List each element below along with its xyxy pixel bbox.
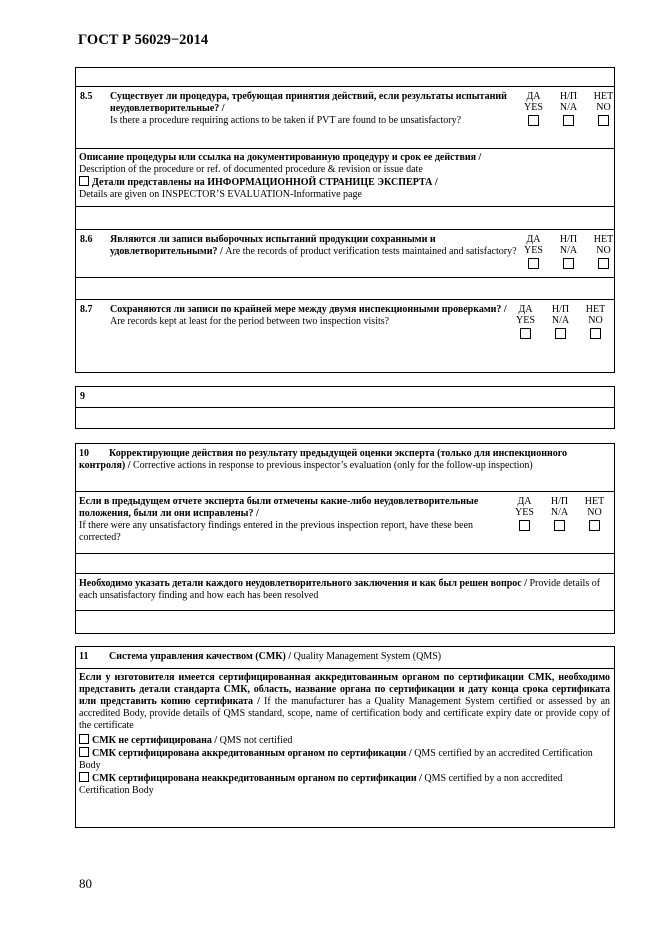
blank-row (76, 610, 614, 631)
blank-row (76, 553, 614, 573)
na-checkbox[interactable] (563, 115, 574, 126)
question-number: 8.5 (80, 91, 93, 102)
no-label-en: NO (588, 315, 603, 326)
qms-paragraph (76, 669, 614, 734)
question-text-en: Are the records of product verification tests maintained and satisfactory? (225, 246, 517, 257)
section-number: 10 (79, 448, 89, 459)
description-text-ru: Описание процедуры или ссылка на документированную процедуру и срок ее действия / (79, 152, 482, 163)
page-number: 80 (79, 876, 92, 891)
na-checkbox[interactable] (563, 258, 574, 269)
yes-checkbox[interactable] (519, 520, 530, 531)
qms-accredited-checkbox[interactable] (79, 747, 89, 757)
details-text-en: Provide details of each unsatisfactory finding and how each has been resolved (79, 578, 601, 601)
na-label-en: N/A (550, 507, 569, 518)
section-title-en: Quality Management System (QMS) (293, 651, 442, 662)
option-text-en: QMS certified by an accredited Certification Body (79, 748, 593, 771)
question-text-en: Are records kept at least for the period between two inspection visits? (110, 316, 390, 327)
no-label-ru: НЕТ (593, 91, 614, 102)
question-8-5 (76, 86, 614, 148)
na-label-ru: Н/П (550, 496, 569, 507)
qms-text-en: If the manufacturer has a Quality Management System certified or assessed by an accredited Body, provide details of QMS standard, scope, name of certification body and certificate expiry date or provide copy of the certificate (79, 696, 611, 731)
no-checkbox[interactable] (598, 258, 609, 269)
procedure-description (76, 148, 614, 206)
option-text-ru: СМК сертифицирована аккредитованным органом по сертификации / (92, 748, 412, 759)
question-text-en: If there were any unsatisfactory findings entered in the previous inspection report, have these been corrected? (79, 520, 474, 543)
na-checkbox[interactable] (555, 328, 566, 339)
yes-label-ru: ДА (517, 496, 532, 507)
blank-row (76, 206, 614, 229)
no-label-en: NO (596, 102, 611, 113)
na-label-ru: Н/П (559, 234, 578, 245)
no-checkbox[interactable] (598, 115, 609, 126)
blank-row (76, 407, 614, 428)
answer-options (518, 234, 619, 269)
no-checkbox[interactable] (590, 328, 601, 339)
section-9-heading (76, 387, 614, 407)
yes-label-en: YES (515, 507, 534, 518)
section-number: 9 (80, 391, 85, 402)
yes-checkbox[interactable] (528, 258, 539, 269)
section-10-table (75, 443, 615, 634)
question-text-ru: Являются ли записи выборочных испытаний продукции сохранными и удовлетворительными? / (110, 234, 436, 257)
no-label-en: NO (596, 245, 611, 256)
yes-checkbox[interactable] (528, 115, 539, 126)
question-8-7 (76, 299, 614, 369)
section-9-table (75, 386, 615, 429)
option-text-ru: СМК сертифицирована неаккредитованным органом по сертификации / (92, 773, 422, 784)
answer-options (510, 304, 611, 339)
question-10-corrections (76, 491, 614, 553)
option-text-en: QMS certified by a non accredited Certification Body (79, 773, 563, 796)
yes-label-ru: ДА (526, 91, 541, 102)
answer-options (518, 91, 619, 127)
yes-label-ru: ДА (526, 234, 541, 245)
details-text-ru: Необходимо указать детали каждого неудовлетворительного заключения и как был решен вопрос / (79, 578, 527, 589)
section-10-heading (76, 444, 614, 491)
yes-label-en: YES (524, 245, 543, 256)
na-checkbox[interactable] (554, 520, 565, 531)
question-text-ru: Существует ли процедура, требующая принятия действий, если результаты испытаний неудовлетворительные? / (110, 91, 507, 114)
details-checkbox[interactable] (79, 176, 89, 186)
section-11-table (75, 646, 615, 828)
na-label-en: N/A (559, 245, 578, 256)
no-checkbox[interactable] (589, 520, 600, 531)
question-text-ru: Сохраняются ли записи по крайней мере между двумя инспекционными проверками? / (110, 304, 507, 315)
document-header: ГОСТ Р 56029−2014 (78, 32, 209, 48)
option-text-en: QMS not certified (219, 735, 293, 746)
na-label-en: N/A (559, 102, 578, 113)
no-label-ru: НЕТ (584, 496, 605, 507)
no-label-ru: НЕТ (585, 304, 606, 315)
blank-row (76, 277, 614, 299)
question-text-ru: Если в предыдущем отчете эксперта были отмечены какие-либо неудовлетворительные положения, были ли они исправлены? / (79, 496, 479, 519)
yes-label-en: YES (524, 102, 543, 113)
section-title-en: Corrective actions in response to previous inspector’s evaluation (only for the follow-up inspection) (132, 460, 533, 471)
na-label-en: N/A (551, 315, 570, 326)
question-text-en: Is there a procedure requiring actions to be taken if PVT are found to be unsatisfactory? (110, 115, 462, 126)
qms-text-ru: Если у изготовителя имеется сертифицированная аккредитованным органом по сертификации СМК, необходимо представить детали стандарта СМК, область, название органа по сертификации и дату конца срока сертификата или представить копию сертификата / (79, 672, 610, 707)
option-text-ru: СМК не сертифицирована / (92, 735, 218, 746)
yes-checkbox[interactable] (520, 328, 531, 339)
no-label-ru: НЕТ (593, 234, 614, 245)
section-8-table (75, 67, 615, 373)
section-title-ru: Система управления качеством (СМК) / (109, 651, 292, 662)
unsatisfactory-details (76, 573, 614, 610)
qms-non-accredited-checkbox[interactable] (79, 772, 89, 782)
section-number: 11 (79, 651, 89, 662)
na-label-ru: Н/П (551, 304, 570, 315)
qms-not-certified-checkbox[interactable] (79, 734, 89, 744)
yes-label-en: YES (516, 315, 535, 326)
question-number: 8.6 (80, 234, 93, 245)
description-text-en: Description of the procedure or ref. of documented procedure & revision or issue date (79, 164, 423, 175)
qms-details (76, 668, 614, 799)
question-number: 8.7 (80, 304, 93, 315)
na-label-ru: Н/П (559, 91, 578, 102)
section-11-heading (76, 647, 614, 668)
details-text-ru: Детали представлены на ИНФОРМАЦИОННОЙ СТРАНИЦЕ ЭКСПЕРТА / (92, 177, 438, 188)
details-text-en: Details are given on INSPECTOR’S EVALUATION-Informative page (79, 189, 362, 200)
section-title-ru: Корректирующие действия по результату предыдущей оценки эксперта (только для инспекционного контроля) / (79, 448, 568, 471)
answer-options (509, 496, 610, 544)
no-label-en: NO (587, 507, 602, 518)
question-8-6 (76, 229, 614, 277)
yes-label-ru: ДА (518, 304, 533, 315)
blank-row (76, 68, 614, 86)
